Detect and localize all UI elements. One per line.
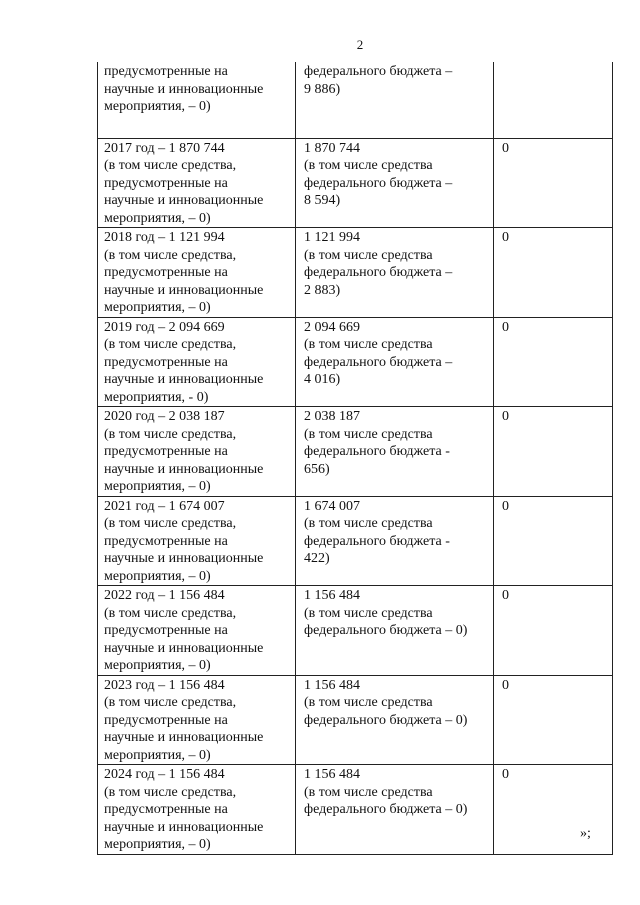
cell-text-line: научные и инновационные: [104, 81, 264, 97]
cell-text-line: (в том числе средства,: [104, 337, 237, 352]
cell-text-line: федерального бюджета – 0): [304, 623, 468, 638]
cell-text-line: предусмотренные на: [104, 802, 228, 817]
table-row: [98, 138, 613, 228]
table-row: [98, 765, 613, 855]
year-total-cell: [98, 765, 296, 855]
funding-table-body: [98, 62, 613, 854]
cell-text-line: 2023 год – 1 156 484: [104, 677, 225, 693]
cell-text-line: (в том числе средства,: [104, 426, 237, 442]
table-row: [98, 407, 613, 497]
cell-text-line: научные и инновационные: [104, 461, 264, 477]
cell-text-line: (в том числе средства,: [104, 605, 237, 621]
cell-text-line: 2017 год – 1 870 744: [104, 140, 225, 156]
cell-text-line: 1 156 484: [304, 767, 360, 782]
cell-text-line: (в том числе средства: [304, 695, 433, 710]
cell-text-line: 2024 год – 1 156 484: [104, 767, 225, 782]
federal-funds-cell: [296, 317, 494, 407]
cell-text-line: 2021 год – 1 674 007: [104, 498, 225, 514]
extra-cell: [494, 62, 613, 138]
cell-text-line: научные и инновационные: [104, 819, 264, 835]
cell-text-line: 2 094 669: [304, 319, 360, 335]
federal-funds-cell: [296, 586, 494, 676]
federal-funds-cell: [296, 138, 494, 228]
year-total-cell: [98, 407, 296, 497]
cell-text-line: (в том числе средства: [304, 516, 433, 531]
cell-text-line: 1 156 484: [304, 677, 360, 693]
cell-text-line: федерального бюджета -: [304, 444, 450, 459]
cell-text-line: (в том числе средства: [304, 158, 433, 173]
cell-text-line: 0: [502, 230, 509, 245]
cell-text-line: (в том числе средства: [304, 337, 433, 352]
cell-text-line: мероприятия, – 0): [104, 210, 211, 226]
cell-text-line: (в том числе средства,: [104, 695, 237, 710]
cell-text-line: (в том числе средства: [304, 247, 433, 263]
extra-cell: [494, 496, 613, 586]
cell-text-line: 656): [304, 461, 330, 477]
cell-text-line: (в том числе средства,: [104, 516, 237, 531]
cell-text-line: 1 156 484: [304, 588, 360, 603]
cell-text-line: 0: [502, 319, 509, 335]
cell-text-line: 9 886): [304, 81, 341, 97]
cell-text-line: предусмотренные на: [104, 175, 228, 191]
federal-funds-cell: [296, 407, 494, 497]
cell-text-line: 0: [502, 409, 509, 424]
cell-text-line: (в том числе средства,: [104, 784, 237, 800]
cell-text-line: федерального бюджета –: [304, 354, 453, 370]
table-row: [98, 586, 613, 676]
federal-funds-cell: [296, 228, 494, 318]
cell-text-line: научные и инновационные: [104, 193, 264, 208]
cell-text-line: (в том числе средства: [304, 784, 433, 800]
cell-text-line: федерального бюджета –: [304, 64, 453, 79]
cell-text-line: 2 883): [304, 282, 341, 298]
funding-table: [97, 62, 613, 855]
table-row: [98, 496, 613, 586]
cell-text-line: научные и инновационные: [104, 282, 264, 298]
extra-cell: [494, 765, 613, 855]
table-row: [98, 228, 613, 318]
cell-text-line: (в том числе средства: [304, 605, 433, 621]
table-row: [98, 62, 613, 138]
cell-text-line: 2019 год – 2 094 669: [104, 319, 225, 335]
extra-cell: [494, 407, 613, 497]
cell-text-line: мероприятия, – 0): [104, 747, 211, 763]
cell-text-line: научные и инновационные: [104, 372, 264, 387]
year-total-cell: [98, 62, 296, 138]
cell-text-line: 2020 год – 2 038 187: [104, 409, 225, 424]
year-total-cell: [98, 496, 296, 586]
cell-text-line: предусмотренные на: [104, 623, 228, 638]
cell-text-line: научные и инновационные: [104, 551, 264, 566]
cell-text-line: федерального бюджета – 0): [304, 802, 468, 817]
cell-text-line: научные и инновационные: [104, 640, 264, 656]
extra-cell: [494, 675, 613, 765]
cell-text-line: 1 870 744: [304, 140, 360, 156]
cell-text-line: мероприятия, – 0): [104, 99, 211, 114]
year-total-cell: [98, 317, 296, 407]
cell-text-line: 0: [502, 588, 509, 603]
cell-text-line: 0: [502, 677, 509, 693]
cell-text-line: 422): [304, 551, 330, 566]
cell-text-line: федерального бюджета – 0): [304, 712, 468, 728]
cell-text-line: мероприятия, - 0): [104, 389, 209, 405]
year-total-cell: [98, 228, 296, 318]
cell-text-line: 1 674 007: [304, 498, 360, 514]
extra-cell: [494, 138, 613, 228]
cell-text-line: (в том числе средства,: [104, 158, 237, 173]
federal-funds-cell: [296, 496, 494, 586]
cell-text-line: федерального бюджета –: [304, 265, 453, 280]
federal-funds-cell: [296, 765, 494, 855]
federal-funds-cell: [296, 675, 494, 765]
cell-text-line: мероприятия, – 0): [104, 658, 211, 673]
year-total-cell: [98, 138, 296, 228]
cell-text-line: (в том числе средства,: [104, 247, 237, 263]
page-number: 2: [356, 37, 364, 52]
cell-text-line: мероприятия, – 0): [104, 479, 211, 494]
cell-text-line: мероприятия, – 0): [104, 837, 211, 852]
closing-quote-mark: »;: [580, 826, 591, 841]
cell-text-line: предусмотренные на: [104, 354, 228, 370]
cell-text-line: 0: [502, 140, 509, 156]
table-row: [98, 317, 613, 407]
cell-text-line: предусмотренные на: [104, 265, 228, 280]
cell-text-line: мероприятия, – 0): [104, 568, 211, 584]
table-row: [98, 675, 613, 765]
cell-text-line: 2022 год – 1 156 484: [104, 588, 225, 603]
cell-text-line: 4 016): [304, 372, 341, 387]
cell-text-line: мероприятия, – 0): [104, 300, 211, 315]
cell-text-line: федерального бюджета -: [304, 533, 450, 549]
cell-text-line: предусмотренные на: [104, 64, 228, 79]
cell-text-line: 8 594): [304, 193, 341, 208]
extra-cell: [494, 228, 613, 318]
year-total-cell: [98, 675, 296, 765]
cell-text-line: 0: [502, 498, 509, 514]
cell-text-line: 2018 год – 1 121 994: [104, 230, 225, 245]
extra-cell: [494, 586, 613, 676]
cell-text-line: научные и инновационные: [104, 730, 264, 745]
cell-text-line: предусмотренные на: [104, 533, 228, 549]
cell-text-line: 2 038 187: [304, 409, 360, 424]
cell-text-line: предусмотренные на: [104, 712, 228, 728]
year-total-cell: [98, 586, 296, 676]
federal-funds-cell: [296, 62, 494, 138]
cell-text-line: 0: [502, 767, 509, 782]
cell-text-line: 1 121 994: [304, 230, 360, 245]
extra-cell: [494, 317, 613, 407]
cell-text-line: федерального бюджета –: [304, 175, 453, 191]
cell-text-line: предусмотренные на: [104, 444, 228, 459]
cell-text-line: (в том числе средства: [304, 426, 433, 442]
